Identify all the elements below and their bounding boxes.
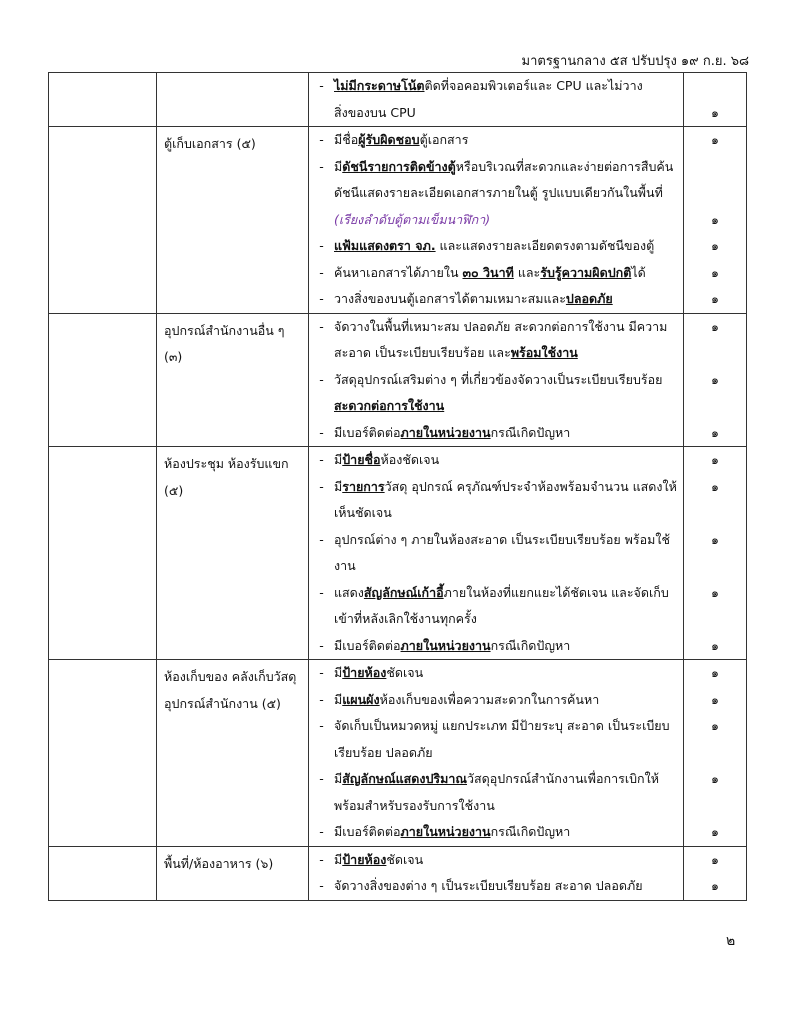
text-span: ตู้เอกสาร xyxy=(419,132,469,147)
criteria-cell xyxy=(309,73,684,127)
bullet-dash: - xyxy=(319,264,324,280)
text-span: วัสดุอุปกรณ์เสริมต่าง ๆ ที่เกี่ยวข้องจัดวางเป็นระเบียบเรียบร้อย xyxy=(334,371,663,387)
criteria-item xyxy=(309,367,683,420)
criteria-item xyxy=(309,233,683,260)
bullet-dash: - xyxy=(319,824,324,839)
criteria-item xyxy=(309,660,683,687)
emphasis-text: พร้อมใช้งาน xyxy=(510,345,578,360)
score-text: ๑ xyxy=(711,371,719,387)
emphasis-text: แฟ้มแสดงตรา จภ. xyxy=(334,238,436,253)
criteria-text xyxy=(334,687,683,714)
zone-cell xyxy=(49,660,157,847)
text-span: จัดเก็บเป็นหมวดหมู่ แยกประเภท มีป้ายระบุ สะอาด เป็นระเบียบเรียบร้อย ปลอดภัย xyxy=(334,718,670,760)
criteria-item xyxy=(309,286,683,313)
emphasis-text: แผนผัง xyxy=(342,691,380,707)
category-cell: ตู้เก็บเอกสาร (๕) xyxy=(157,127,309,314)
text-span: จัดวางสิ่งของต่าง ๆ เป็นระเบียบเรียบร้อย สะอาด ปลอดภัย xyxy=(334,878,643,893)
score-value xyxy=(684,154,746,234)
score-text: ๑ xyxy=(711,637,719,653)
criteria-item xyxy=(309,314,683,367)
text-span: กรณีเกิดปัญหา xyxy=(490,824,571,839)
emphasis-text: ปลอดภัย xyxy=(565,291,613,306)
zone-cell xyxy=(49,447,157,660)
score-text: ๑ xyxy=(711,452,719,467)
score-value xyxy=(684,713,746,766)
score-text: ๑ xyxy=(711,824,719,839)
zone-cell xyxy=(49,313,157,447)
criteria-item xyxy=(309,474,683,527)
criteria-item xyxy=(309,819,683,846)
criteria-text xyxy=(334,713,683,766)
score-cell xyxy=(684,846,747,900)
criteria-text xyxy=(334,527,683,580)
criteria-item xyxy=(309,260,683,287)
emphasis-text: ภายในหน่วยงาน xyxy=(400,824,491,839)
score-cell xyxy=(684,127,747,314)
text-span: อุปกรณ์ต่าง ๆ ภายในห้องสะอาด เป็นระเบียบเรียบร้อย พร้อมใช้งาน xyxy=(334,531,670,573)
criteria-item xyxy=(309,687,683,714)
score-value xyxy=(684,314,746,367)
emphasis-text: ๓๐ วินาที xyxy=(462,264,514,280)
criteria-text xyxy=(334,474,683,527)
text-span: วัสดุอุปกรณ์สำนักงานเพื่อการเบิกให้พร้อมสำหรับรองรับการใช้งาน xyxy=(334,771,659,813)
score-value xyxy=(684,127,746,154)
criteria-text xyxy=(334,847,683,874)
bullet-dash: - xyxy=(319,584,324,600)
score-text: ๑ xyxy=(711,851,719,867)
criteria-cell xyxy=(309,660,684,847)
standards-table-body xyxy=(49,73,747,901)
bullet-dash: - xyxy=(319,238,324,253)
criteria-item xyxy=(309,580,683,633)
criteria-text xyxy=(334,73,683,126)
criteria-item xyxy=(309,766,683,819)
criteria-item xyxy=(309,73,683,126)
criteria-cell xyxy=(309,846,684,900)
text-span: มี xyxy=(334,771,343,786)
criteria-text xyxy=(334,286,683,313)
criteria-item xyxy=(309,633,683,660)
table-row xyxy=(49,660,747,847)
page-header: มาตรฐานกลาง ๕ส ปรับปรุง ๑๙ ก.ย. ๖๘ xyxy=(521,54,749,69)
score-text: ๑ xyxy=(711,718,719,733)
score-value xyxy=(684,633,746,660)
score-text: ๑ xyxy=(711,264,719,280)
emphasis-text: รับรู้ความผิดปกติ xyxy=(540,264,632,280)
text-span: มีชื่อ xyxy=(334,132,359,147)
emphasis-text: ผู้รับผิดชอบ xyxy=(358,132,420,147)
score-value xyxy=(684,687,746,714)
table-row xyxy=(49,313,747,447)
bullet-dash: - xyxy=(319,291,324,306)
bullet-dash: - xyxy=(319,878,324,893)
criteria-item xyxy=(309,447,683,474)
text-span: ภายในห้องที่แยกแยะได้ชัดเจน และจัดเก็บเข้าที่หลังเลิกใช้งานทุกครั้ง xyxy=(334,584,669,626)
score-value xyxy=(684,447,746,474)
bullet-dash: - xyxy=(319,452,324,467)
criteria-item xyxy=(309,713,683,766)
score-value xyxy=(684,233,746,260)
text-span: มี xyxy=(334,158,343,174)
score-value xyxy=(684,474,746,527)
emphasis-text: ดัชนีรายการติดข้างตู้ xyxy=(342,158,456,174)
bullet-dash: - xyxy=(319,691,324,707)
text-span: ห้องเก็บของเพื่อความสะดวกในการค้นหา xyxy=(379,691,600,707)
text-span: มี xyxy=(334,851,343,867)
bullet-dash: - xyxy=(319,371,324,387)
text-span: และแสดงรายละเอียดตรงตามดัชนีของตู้ xyxy=(435,238,655,253)
text-span: ชัดเจน xyxy=(386,851,424,867)
table-row xyxy=(49,127,747,314)
text-span: ค้นหาเอกสารได้ภายใน xyxy=(334,264,463,280)
criteria-text xyxy=(334,447,683,474)
criteria-text xyxy=(334,233,683,260)
criteria-item xyxy=(309,127,683,154)
text-span: ติดที่จอคอมพิวเตอร์และ CPU และไม่วางสิ่งของบน CPU xyxy=(334,78,643,120)
category-cell: พื้นที่/ห้องอาหาร (๖) xyxy=(157,846,309,900)
text-span: กรณีเกิดปัญหา xyxy=(490,424,571,440)
score-value xyxy=(684,580,746,633)
zone-cell xyxy=(49,127,157,314)
criteria-text xyxy=(334,580,683,633)
score-text: ๑ xyxy=(711,424,719,440)
score-value xyxy=(684,367,746,420)
zone-cell xyxy=(49,73,157,127)
bullet-dash: - xyxy=(319,424,324,440)
bullet-dash: - xyxy=(319,718,324,733)
score-text: ๑ xyxy=(711,291,719,306)
score-value xyxy=(684,286,746,313)
criteria-text xyxy=(334,154,683,234)
text-span: มี xyxy=(334,478,343,494)
text-span: ห้องชัดเจน xyxy=(380,452,440,467)
score-text: ๑ xyxy=(711,318,719,334)
text-span: มี xyxy=(334,452,343,467)
text-span: และ xyxy=(513,264,541,280)
criteria-text xyxy=(334,873,683,900)
emphasis-text: ป้ายห้อง xyxy=(342,851,387,867)
score-cell xyxy=(684,660,747,847)
score-text: ๑ xyxy=(711,478,719,494)
criteria-text xyxy=(334,660,683,687)
score-text: ๑ xyxy=(711,132,719,147)
score-text: ๑ xyxy=(711,665,719,680)
text-span: วัสดุ อุปกรณ์ ครุภัณฑ์ประจำห้องพร้อมจำนวน แสดงให้เห็นชัดเจน xyxy=(334,478,677,520)
score-text: ๑ xyxy=(711,238,719,253)
emphasis-text: สัญลักษณ์แสดงปริมาณ xyxy=(342,771,468,786)
score-text: ๑ xyxy=(711,691,719,707)
emphasis-text: ไม่มีกระดาษโน้ต xyxy=(334,78,425,93)
criteria-item xyxy=(309,873,683,900)
criteria-item xyxy=(309,527,683,580)
criteria-text xyxy=(334,127,683,154)
bullet-dash: - xyxy=(319,78,324,93)
criteria-text xyxy=(334,367,683,420)
text-span: แสดง xyxy=(334,584,364,600)
criteria-text xyxy=(334,260,683,287)
bullet-dash: - xyxy=(319,158,324,174)
bullet-dash: - xyxy=(319,665,324,680)
score-value xyxy=(684,260,746,287)
criteria-cell xyxy=(309,313,684,447)
text-span: จัดวางในพื้นที่เหมาะสม ปลอดภัย สะดวกต่อการใช้งาน มีความสะอาด เป็นระเบียบเรียบร้อย และ xyxy=(334,318,668,360)
score-text: ๑ xyxy=(711,104,719,120)
score-value xyxy=(684,766,746,819)
score-cell xyxy=(684,313,747,447)
text-span: มี xyxy=(334,665,343,680)
category-cell xyxy=(157,73,309,127)
text-span: ชัดเจน xyxy=(386,665,424,680)
table-row xyxy=(49,846,747,900)
score-value xyxy=(684,847,746,874)
criteria-text xyxy=(334,819,683,846)
page-number: ๒ xyxy=(726,933,736,949)
score-text: ๑ xyxy=(711,584,719,600)
score-cell xyxy=(684,73,747,127)
category-cell: ห้องประชุม ห้องรับแขก (๕) xyxy=(157,447,309,660)
text-span: กรณีเกิดปัญหา xyxy=(490,637,571,653)
criteria-text xyxy=(334,420,683,447)
emphasis-text: ป้ายห้อง xyxy=(342,665,387,680)
category-cell: ห้องเก็บของ คลังเก็บวัสดุอุปกรณ์สำนักงาน (๕) xyxy=(157,660,309,847)
criteria-item xyxy=(309,420,683,447)
bullet-dash: - xyxy=(319,478,324,494)
emphasis-text: ภายในหน่วยงาน xyxy=(400,637,491,653)
score-value xyxy=(684,819,746,846)
score-value xyxy=(684,660,746,687)
score-text: ๑ xyxy=(711,531,719,547)
emphasis-text: ป้ายชื่อ xyxy=(342,452,381,467)
text-span: ได้ xyxy=(631,264,646,280)
bullet-dash: - xyxy=(319,531,324,547)
score-text: ๑ xyxy=(711,771,719,786)
criteria-text xyxy=(334,633,683,660)
table-row xyxy=(49,73,747,127)
score-value xyxy=(684,420,746,447)
bullet-dash: - xyxy=(319,637,324,653)
score-value xyxy=(684,873,746,900)
text-span: มีเบอร์ติดต่อ xyxy=(334,824,401,839)
bullet-dash: - xyxy=(319,318,324,334)
text-span: มี xyxy=(334,691,343,707)
score-text: ๑ xyxy=(711,878,719,893)
emphasis-text: รายการ xyxy=(342,478,385,494)
bullet-dash: - xyxy=(319,771,324,786)
criteria-item xyxy=(309,154,683,234)
text-span: หรือบริเวณที่สะดวกและง่ายต่อการสืบค้น ดัชนีแสดงรายละเอียดเอกสารภายในตู้ รูปแบบเดียวกันในพื้นที่ xyxy=(334,158,674,200)
criteria-item xyxy=(309,847,683,874)
text-span: มีเบอร์ติดต่อ xyxy=(334,424,401,440)
category-cell: อุปกรณ์สำนักงานอื่น ๆ (๓) xyxy=(157,313,309,447)
score-text: ๑ xyxy=(711,211,719,227)
criteria-cell xyxy=(309,127,684,314)
standards-table xyxy=(48,72,747,901)
score-value xyxy=(684,73,746,126)
emphasis-text: ภายในหน่วยงาน xyxy=(400,424,491,440)
emphasis-text: สัญลักษณ์เก้าอี้ xyxy=(363,584,444,600)
note-text: (เรียงลำดับตู้ตามเข็มนาฬิกา) xyxy=(334,211,491,227)
bullet-dash: - xyxy=(319,132,324,147)
emphasis-text: สะดวกต่อการใช้งาน xyxy=(334,398,445,413)
zone-cell xyxy=(49,846,157,900)
text-span: มีเบอร์ติดต่อ xyxy=(334,637,401,653)
criteria-text xyxy=(334,314,683,367)
text-span: วางสิ่งของบนตู้เอกสารได้ตามเหมาะสมและ xyxy=(334,291,566,306)
table-row xyxy=(49,447,747,660)
score-cell xyxy=(684,447,747,660)
criteria-text xyxy=(334,766,683,819)
bullet-dash: - xyxy=(319,851,324,867)
score-value xyxy=(684,527,746,580)
criteria-cell xyxy=(309,447,684,660)
